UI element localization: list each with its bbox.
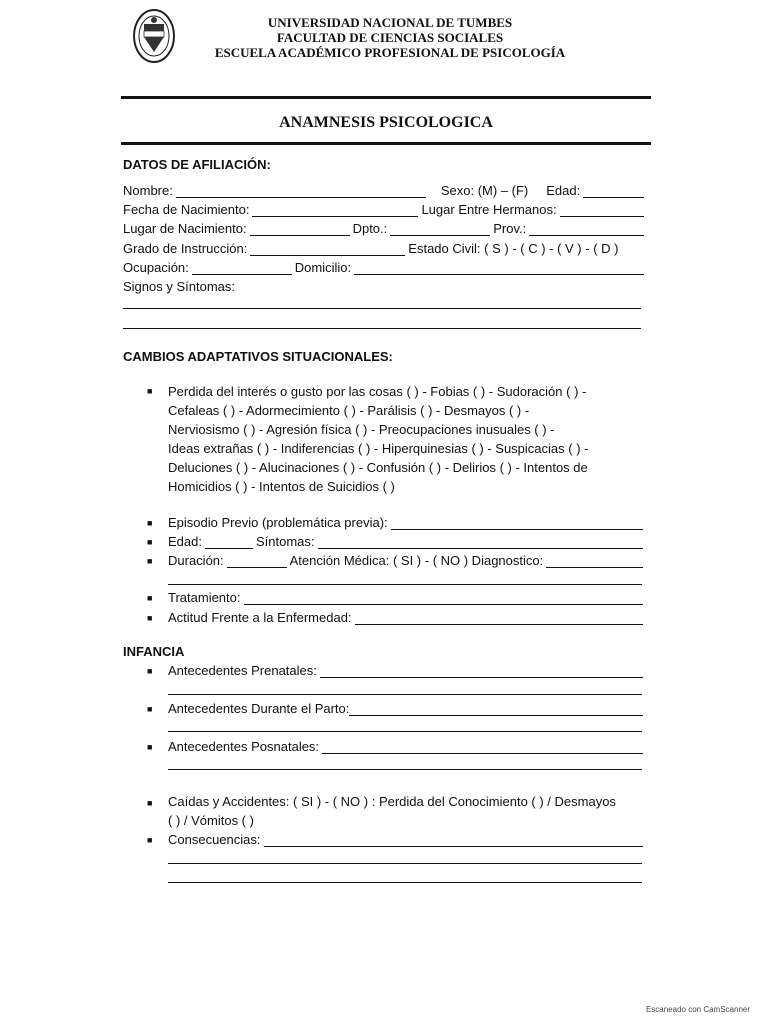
header-bottom-rule <box>121 142 651 145</box>
tratamiento-row <box>168 588 646 605</box>
diagnostico-field[interactable] <box>546 555 643 568</box>
posnatales-blank-line[interactable] <box>168 769 642 770</box>
signos-blank-line[interactable] <box>123 308 641 309</box>
fecha-nacimiento-label: Fecha de Nacimiento: <box>123 202 250 217</box>
consecuencias-blank-line[interactable] <box>168 882 642 883</box>
episodio-row <box>168 513 646 530</box>
symptom-line: Cefaleas ( ) - Adormecimiento ( ) - Parálisis ( ) - Desmayos ( ) - <box>168 403 530 418</box>
institution-header <box>150 15 630 60</box>
bullet-icon: ■ <box>147 593 153 603</box>
grado-row <box>123 239 647 256</box>
domicilio-label: Domicilio: <box>294 260 352 275</box>
consecuencias-row <box>168 830 646 847</box>
actitud-label: Actitud Frente a la Enfermedad: <box>168 610 352 625</box>
atencion-label: Atención Médica: ( SI ) - ( NO ) Diagnostico: <box>289 553 544 568</box>
bullet-icon: ■ <box>147 835 153 845</box>
symptom-line: Nerviosismo ( ) - Agresión física ( ) - Preocupaciones inusuales ( ) - <box>168 422 555 437</box>
symptom-line: Ideas extrañas ( ) - Indiferencias ( ) - Hiperquinesias ( ) - Suspicacias ( ) - <box>168 441 589 456</box>
parto-label: Antecedentes Durante el Parto: <box>168 701 350 716</box>
faculty-name: FACULTAD DE CIENCIAS SOCIALES <box>276 30 504 45</box>
tratamiento-field[interactable] <box>244 592 644 605</box>
episodio-edad-field[interactable] <box>205 536 253 549</box>
lugar-nacimiento-label: Lugar de Nacimiento: <box>123 221 247 236</box>
bullet-icon: ■ <box>147 613 153 623</box>
caidas-line: Caídas y Accidentes: ( SI ) - ( NO ) : Perdida del Conocimiento ( ) / Desmayos <box>168 794 616 809</box>
episodio-label: Episodio Previo (problemática previa): <box>168 515 388 530</box>
symptom-line: Homicidios ( ) - Intentos de Suicidios ( ) <box>168 479 395 494</box>
lugar-nacimiento-field[interactable] <box>250 223 350 236</box>
header-top-rule <box>121 96 651 99</box>
sexo-label: Sexo: (M) – (F) <box>440 183 529 198</box>
bullet-icon: ■ <box>147 537 153 547</box>
prenatales-label: Antecedentes Prenatales: <box>168 663 317 678</box>
episodio-field[interactable] <box>391 517 643 530</box>
prov-label: Prov.: <box>493 221 527 236</box>
symptom-line: Perdida del interés o gusto por las cosas ( ) - Fobias ( ) - Sudoración ( ) - <box>168 384 587 399</box>
caidas-line: ( ) / Vómitos ( ) <box>168 813 254 828</box>
scanner-watermark: Escaneado con CamScanner <box>645 1005 750 1014</box>
symptom-line: Deluciones ( ) - Alucinaciones ( ) - Confusión ( ) - Delirios ( ) - Intentos de <box>168 460 588 475</box>
bullet-icon: ■ <box>147 386 153 396</box>
prov-field[interactable] <box>529 223 644 236</box>
consecuencias-label: Consecuencias: <box>168 832 261 847</box>
edad-field[interactable] <box>583 185 644 198</box>
duracion-label: Duración: <box>168 553 224 568</box>
bullet-icon: ■ <box>147 556 153 566</box>
tratamiento-label: Tratamiento: <box>168 590 241 605</box>
posnatales-row <box>168 737 646 754</box>
lugar-hermanos-field[interactable] <box>560 204 644 217</box>
bullet-icon: ■ <box>147 742 153 752</box>
parto-row <box>168 699 646 716</box>
prenatales-row <box>168 661 646 678</box>
nombre-label: Nombre: <box>123 183 173 198</box>
section-heading-infancia: INFANCIA <box>123 644 185 659</box>
bullet-icon: ■ <box>147 798 153 808</box>
posnatales-label: Antecedentes Posnatales: <box>168 739 320 754</box>
diagnostico-blank-line[interactable] <box>168 584 642 585</box>
cambios-symptom-list[interactable] <box>168 382 650 496</box>
domicilio-field[interactable] <box>354 262 644 275</box>
actitud-row <box>168 608 646 625</box>
signos-label: Signos y Síntomas: <box>123 279 235 294</box>
caidas-accidentes-item[interactable] <box>168 792 650 830</box>
bullet-icon: ■ <box>147 518 153 528</box>
duracion-row <box>168 551 646 568</box>
grado-field[interactable] <box>250 243 405 256</box>
lugar-nacimiento-row <box>123 219 647 236</box>
university-name: UNIVERSIDAD NACIONAL DE TUMBES <box>267 15 513 30</box>
nombre-row <box>123 181 647 198</box>
parto-field[interactable] <box>349 703 643 716</box>
duracion-field[interactable] <box>227 555 287 568</box>
fecha-nacimiento-field[interactable] <box>252 204 418 217</box>
section-heading-afiliacion: DATOS DE AFILIACIÓN: <box>123 157 271 172</box>
prenatales-blank-line[interactable] <box>168 694 642 695</box>
bullet-icon: ■ <box>147 704 153 714</box>
ocupacion-field[interactable] <box>192 262 292 275</box>
signos-row <box>123 277 647 294</box>
sintomas-field[interactable] <box>318 536 643 549</box>
section-heading-cambios: CAMBIOS ADAPTATIVOS SITUACIONALES: <box>123 349 393 364</box>
posnatales-field[interactable] <box>322 741 643 754</box>
grado-label: Grado de Instrucción: <box>123 241 248 256</box>
parto-blank-line[interactable] <box>168 731 642 732</box>
prenatales-field[interactable] <box>320 665 643 678</box>
edad-label: Edad: <box>546 183 581 198</box>
sintomas-label: Síntomas: <box>255 534 315 549</box>
fecha-nacimiento-row <box>123 200 647 217</box>
bullet-icon: ■ <box>147 666 153 676</box>
episodio-edad-label: Edad: <box>168 534 202 549</box>
school-name: ESCUELA ACADÉMICO PROFESIONAL DE PSICOLOGÍA <box>214 45 566 60</box>
consecuencias-blank-line[interactable] <box>168 863 642 864</box>
estado-civil-label: Estado Civil: ( S ) - ( C ) - ( V ) - ( D ) <box>408 241 619 256</box>
actitud-field[interactable] <box>355 612 643 625</box>
edad-sintomas-row <box>168 532 646 549</box>
nombre-field[interactable] <box>176 185 426 198</box>
dpto-label: Dpto.: <box>352 221 388 236</box>
consecuencias-field[interactable] <box>264 834 644 847</box>
lugar-hermanos-label: Lugar Entre Hermanos: <box>421 202 557 217</box>
page-title: ANAMNESIS PSICOLOGICA <box>279 114 493 131</box>
ocupacion-label: Ocupación: <box>123 260 189 275</box>
ocupacion-row <box>123 258 647 275</box>
signos-blank-line[interactable] <box>123 328 641 329</box>
dpto-field[interactable] <box>390 223 490 236</box>
